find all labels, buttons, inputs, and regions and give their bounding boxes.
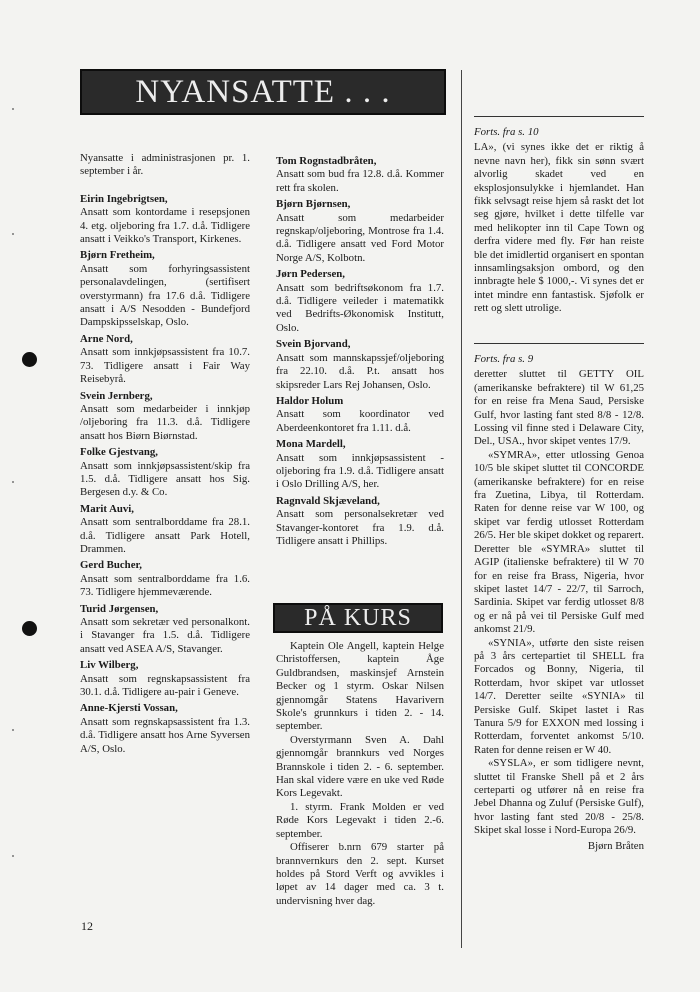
employee-name: Svein Bjorvand, (276, 338, 351, 351)
employee-description: Ansatt som sekretær ved personalkont. i Stavanger fra 1.5. d.å. Tidligere ansatt ved ASEA A/S, Stavanger. (80, 616, 250, 655)
employee-list (80, 193, 250, 756)
continuation-ref: Forts. fra s. 9 (474, 353, 534, 365)
column-divider (461, 70, 462, 948)
punch-hole (22, 621, 37, 636)
employee-name: Bjørn Bjørnsen, (276, 198, 351, 211)
employee-description: Ansatt som medarbeider i innkjøp /oljeboring fra 11.3. d.å. Tidligere ansatt hos Biørn Biørnstad. (80, 402, 250, 442)
signature: Bjørn Bråten (587, 839, 644, 852)
paragraph: «SYMRA», etter utlossing Genoa 10/5 ble skipet sluttet til CONCORDE (amerikanske befraktere) for en reise fra Zuetina, Libya, til Rotterdam. Raten for denne reise var W 100, og skipet var ferdig utlosset Rotterdam 26/5. Her ble skipet dokket og reparert. Deretter ble «SYMRA» sluttet til AGIP (italienske befraktere) til W 70 for en reise fra Brass, Nigeria, hvor skipet lastet 14/7 - 22/7, til Sarroch, Sardinia. Skipet var ferdig utlosset 8/8 og er nå på vei til Persiske Gulf med ankomst 21/9. (474, 448, 644, 636)
continuation-text: LA», (vi synes ikke det er riktig å nevne navn her), fikk sin sønn svært alvorlig skadet ved en eksplosjonsulykke i hjemlandet. Han fikk selvsagt reise hjem så raskt det lot seg gjøre, hvilket i dette tilfelle var med helikopter inn til Cape Town og derfra videre med fly. Før han reiste ble det imidlertid organisert en spontan innsamlingsaksjon ombord, og den innbragte hele $ 1000,-. Vi synes det er intet mindre enn fantastisk. Sjøfolk er rett og slett utrolige. (474, 141, 644, 315)
speck (12, 233, 14, 235)
employee-name: Jørn Pedersen, (276, 268, 345, 281)
paragraph: 1. styrm. Frank Molden er ved Røde Kors Legevakt i tiden 2.-6. september. (276, 800, 444, 840)
paragraph: deretter sluttet til GETTY OIL (amerikanske befraktere) til W 61,25 for en reise fra Mena Saud, Persiske Gulf, hvor lasting fant sted 8/8 - 12/8. Lossing vil finne sted i Delaware City, Del., USA., hvor skipet ventes 17/9. (474, 368, 644, 448)
employee-name: Mona Mardell, (276, 438, 346, 451)
speck (12, 729, 14, 731)
employee-name: Bjørn Fretheim, (80, 249, 155, 262)
employee-description: Ansatt som regnskapsassistent fra 30.1. d.å. Tidligere au-pair i Geneve. (80, 672, 250, 699)
employee-name: Turid Jørgensen, (80, 602, 159, 615)
employee-description: Ansatt som medarbeider regnskap/oljeboring, Montrose fra 1.4. d.å. Tidligere ansatt ved Ford Motor Norge A/S, Kolbotn. (276, 211, 444, 264)
column-1 (80, 152, 250, 756)
paragraph: «SYSLA», er som tidligere nevnt, sluttet til Franske Shell på et 2 års certeparti og utfører nå en reise fra Jebel Dhanna og Zuluf (Persiske Gulf), hvor lasting fant sted 20/8 - 25/8. Skipet skal losse i Nord-Europa 26/9. (474, 757, 644, 837)
divider (474, 116, 644, 117)
employee-description: Ansatt som bud fra 12.8. d.å. Kommer rett fra skolen. (276, 168, 444, 194)
employee-name: Marit Auvi, (80, 502, 134, 515)
employee-description: Ansatt som kontordame i resepsjonen 4. etg. oljeboring fra 1.7. d.å. Tidligere ansatt i Veikko's Transport, Kirkenes. (80, 206, 250, 246)
paragraph: Kaptein Ole Angell, kaptein Helge Christoffersen, kaptein Åge Guldbrandsen, maskinsjef Arnstein Becker og 1 styrm. Oskar Nilsen gjennomgår Statens Havarivern Skole's grunnkurs i tiden 2. - 14. september. (276, 640, 444, 733)
employee-name: Folke Gjestvang, (80, 446, 158, 459)
employee-description: Ansatt som innkjøpsassistent - oljeboring fra 1.9. d.å. Tidligere ansatt i Oslo Drilling A/S, her. (276, 451, 444, 491)
employee-description: Ansatt som sentralborddame fra 1.6. 73. Tidligere hjemmeværende. (80, 572, 250, 599)
employee-description: Ansatt som forhyringsassistent personalavdelingen, (sertifisert overstyrmann) fra 17.6 d.å. Tidligere ansatt i A/S Nesodden - Bundefjord Dampskipsselskap, Oslo. (80, 262, 250, 329)
speck (12, 855, 14, 857)
continuation-paragraphs (474, 368, 644, 837)
employee-name: Liv Wilberg, (80, 659, 139, 672)
kurs-paragraphs (276, 640, 444, 908)
employee-name: Eirin Ingebrigtsen, (80, 192, 168, 205)
forts-fra-s9 (474, 343, 644, 853)
paragraph: Offiserer b.nrn 679 starter på brannvernkurs den 2. sept. Kurset holdes på Stord Verft og avvikles i løpet av 14 dager med ca. 3 t. undervisning hver dag. (276, 841, 444, 907)
speck (12, 481, 14, 483)
continuation-ref: Forts. fra s. 10 (474, 126, 539, 138)
employee-description: Ansatt som sentralborddame fra 28.1. d.å. Tidligere ansatt Park Hotell, Drammen. (80, 516, 250, 555)
employee-name: Arne Nord, (80, 332, 133, 345)
employee-name: Gerd Bucher, (80, 559, 142, 572)
divider (474, 343, 644, 344)
forts-fra-s10 (474, 116, 644, 316)
employee-description: Ansatt som personalsekretær ved Stavanger-kontoret fra 1.9. d.å. Tidligere ansatt i Phillips. (276, 508, 444, 547)
employee-description: Ansatt som bedriftsøkonom fra 1.7. d.å. Tidligere veileder i matematikk ved Bedrifts-Økonomisk Institutt, Oslo. (276, 281, 444, 334)
heading-nyansatte: NYANSATTE . . . (80, 69, 446, 115)
employee-description: Ansatt som mannskapssjef/oljeboring fra 22.10. d.å. P.t. ansatt hos skipsreder Lars Rej Johansen, Oslo. (276, 351, 444, 391)
employee-description: Ansatt som regnskapsassistent fra 1.3. d.å. Tidligere ansatt hos Arne Syversen A/S, Oslo. (80, 715, 250, 755)
employee-name: Anne-Kjersti Vossan, (80, 702, 178, 715)
employee-name: Tom Rognstadbråten, (276, 155, 377, 167)
employee-name: Svein Jernberg, (80, 389, 153, 402)
kurs-section (276, 640, 444, 908)
paragraph: Overstyrmann Sven A. Dahl gjennomgår brannkurs ved Norges Brannskole i tiden 2. - 6. september. Han skal videre være en uke ved Røde Kors Legevakt. (276, 733, 444, 800)
employee-description: Ansatt som innkjøpsassistent fra 10.7. 73. Tidligere ansatt i Fair Way Reisebyrå. (80, 346, 250, 386)
speck (12, 108, 14, 110)
page-number: 12 (81, 919, 93, 933)
intro-text: Nyansatte i administrasjonen pr. 1. september i år. (80, 152, 250, 178)
employee-list (276, 155, 444, 548)
heading-paa-kurs: PÅ KURS (273, 603, 443, 633)
punch-hole (22, 352, 37, 367)
column-2 (276, 152, 444, 548)
employee-name: Haldor Holum (276, 394, 344, 407)
employee-name: Ragnvald Skjæveland, (276, 494, 380, 507)
paragraph: «SYNIA», utførte den siste reisen på 3 års certepartiet til SHELL fra Forcados og Bonny, Nigeria, til Rotterdam, hvor skipet var utlosset 14/7. Deretter seilte «SYNIA» til Persiske Gulf. Skipet lastet i Ras Tanura 5/9 for EXXON med lossing i Rotterdam, forventet ankomst 5/10. Raten for denne reisen er W 40. (474, 636, 644, 756)
employee-description: Ansatt som koordinator ved Aberdeenkontoret fra 1.11. d.å. (276, 408, 444, 434)
employee-description: Ansatt som innkjøpsassistent/skip fra 1.5. d.å. Tidligere ansatt hos Sig. Bergesen d.y. & Co. (80, 459, 250, 499)
